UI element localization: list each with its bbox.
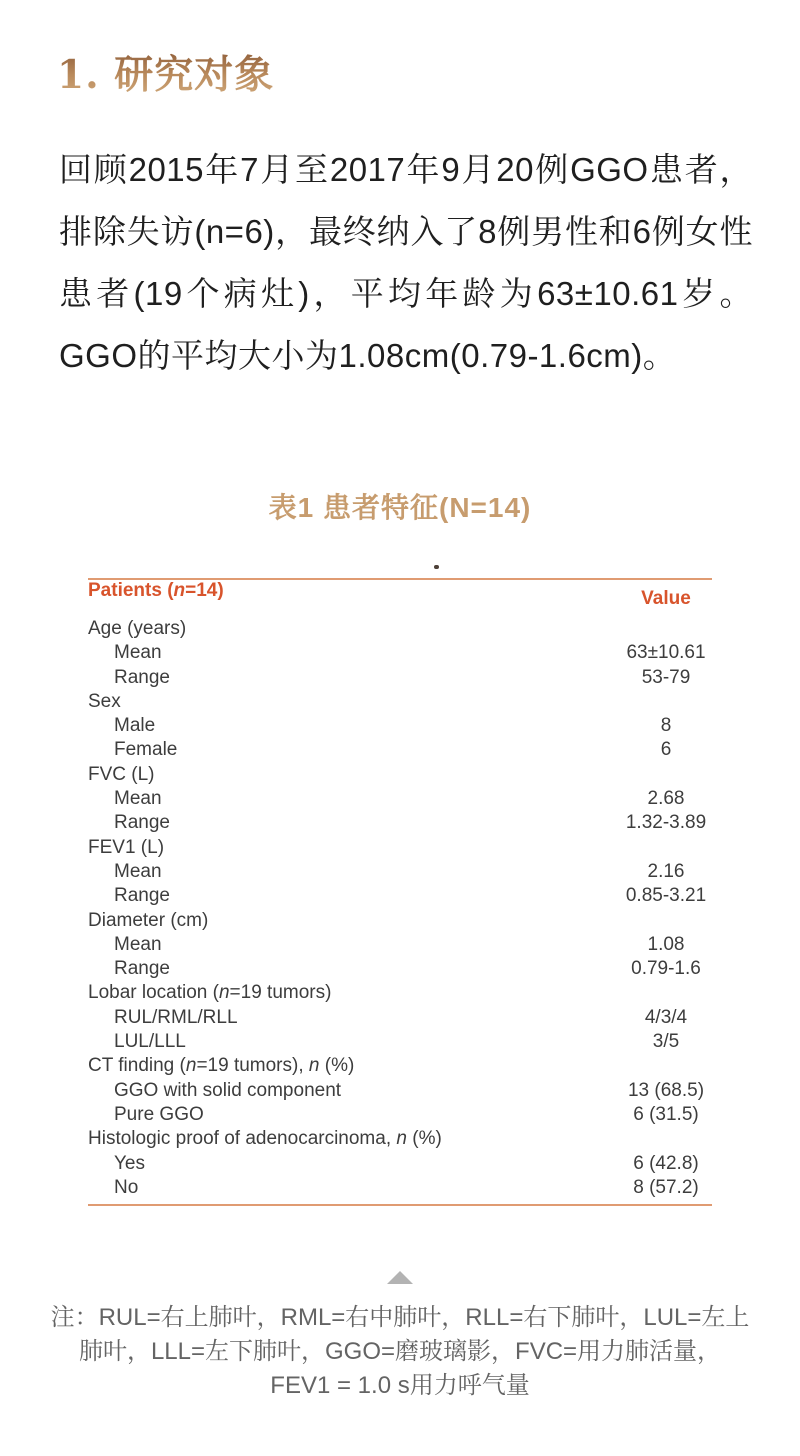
row-value: 1.32-3.89 (625, 812, 707, 834)
row-label: Range (114, 885, 170, 907)
row-label: Mean (114, 860, 162, 882)
row-label: Mean (114, 933, 162, 955)
table-row (88, 1176, 712, 1200)
row-value: 4/3/4 (644, 1006, 688, 1028)
table-row (88, 811, 712, 835)
row-value: 6 (42.8) (633, 1152, 699, 1174)
row-label: Pure GGO (114, 1103, 204, 1125)
row-label: Range (114, 666, 170, 688)
row-label: Mean (114, 788, 162, 810)
row-label: Male (114, 715, 156, 737)
scroll-to-top-icon[interactable] (387, 1271, 413, 1284)
row-value: 63±10.61 (626, 642, 706, 664)
table-row (88, 1079, 712, 1103)
row-label: Sex (88, 690, 121, 712)
row-value: 2.16 (647, 860, 685, 882)
row-value: 13 (68.5) (627, 1079, 705, 1101)
row-label: Diameter (cm) (88, 909, 209, 931)
row-label: Mean (114, 642, 162, 664)
row-label: GGO with solid component (114, 1079, 342, 1101)
row-value: 8 (57.2) (633, 1176, 699, 1198)
scan-artifact-dot (434, 565, 439, 569)
table-header-patients: Patients (n=14) (88, 580, 224, 601)
table-row (88, 860, 712, 884)
table-row (88, 714, 712, 738)
table-row (88, 787, 712, 811)
table-row (88, 1127, 712, 1151)
table-body (88, 614, 712, 1204)
row-label: Age (years) (88, 618, 187, 639)
table-row (88, 641, 712, 665)
table-row (88, 1054, 712, 1078)
row-label: Female (114, 739, 178, 761)
row-label: FEV1 (L) (88, 836, 165, 858)
table-row (88, 666, 712, 690)
row-value: 2.68 (647, 788, 685, 810)
table-header-row (88, 580, 712, 614)
row-value: 0.85-3.21 (625, 885, 707, 907)
row-value: 1.08 (647, 933, 685, 955)
row-label: CT finding (n=19 tumors), n (%) (88, 1055, 355, 1077)
table-row (88, 957, 712, 981)
patient-characteristics-table (88, 578, 712, 1206)
row-label: FVC (L) (88, 763, 155, 785)
row-label: Histologic proof of adenocarcinoma, n (%) (88, 1128, 442, 1150)
table-row (88, 1152, 712, 1176)
row-label: Range (114, 812, 170, 834)
row-value: 3/5 (652, 1031, 680, 1053)
table-row (88, 1030, 712, 1054)
row-label: Range (114, 958, 170, 980)
table-row (88, 981, 712, 1005)
table-row (88, 763, 712, 787)
table-row (88, 1103, 712, 1127)
row-label: LUL/LLL (114, 1031, 186, 1053)
row-value: 6 (660, 739, 672, 761)
table-row (88, 1006, 712, 1030)
table-header-value: Value (641, 588, 691, 609)
body-paragraph: 回顾2015年7月至2017年9月20例GGO患者，排除失访(n=6)，最终纳入了8例男性和6例女性患者(19个病灶)，平均年龄为63±10.61岁。GGO的平均大小为1.08cm(0.79-1.6cm)。 (59, 151, 753, 374)
table-row (88, 933, 712, 957)
table-row (88, 617, 712, 641)
row-value: 6 (31.5) (633, 1103, 699, 1125)
row-value: 8 (660, 715, 672, 737)
section-heading: 1. 研究对象 (57, 44, 274, 100)
row-value: 53-79 (641, 666, 691, 688)
table-row (88, 909, 712, 933)
row-label: RUL/RML/RLL (114, 1006, 238, 1028)
table-row (88, 690, 712, 714)
row-label: Yes (114, 1152, 145, 1174)
table-row (88, 738, 712, 762)
row-value: 0.79-1.6 (631, 958, 701, 980)
table-row (88, 884, 712, 908)
row-label: Lobar location (n=19 tumors) (88, 982, 332, 1004)
table-footnote: 注：RUL=右上肺叶，RML=右中肺叶，RLL=右下肺叶，LUL=左上肺叶，LLL=左下肺叶，GGO=磨玻璃影，FVC=用力肺活量，FEV1 = 1.0 s用力呼气量 (50, 1304, 750, 1399)
table-caption: 表1 患者特征(N=14) (268, 492, 532, 523)
table-row (88, 836, 712, 860)
row-label: No (114, 1176, 139, 1198)
